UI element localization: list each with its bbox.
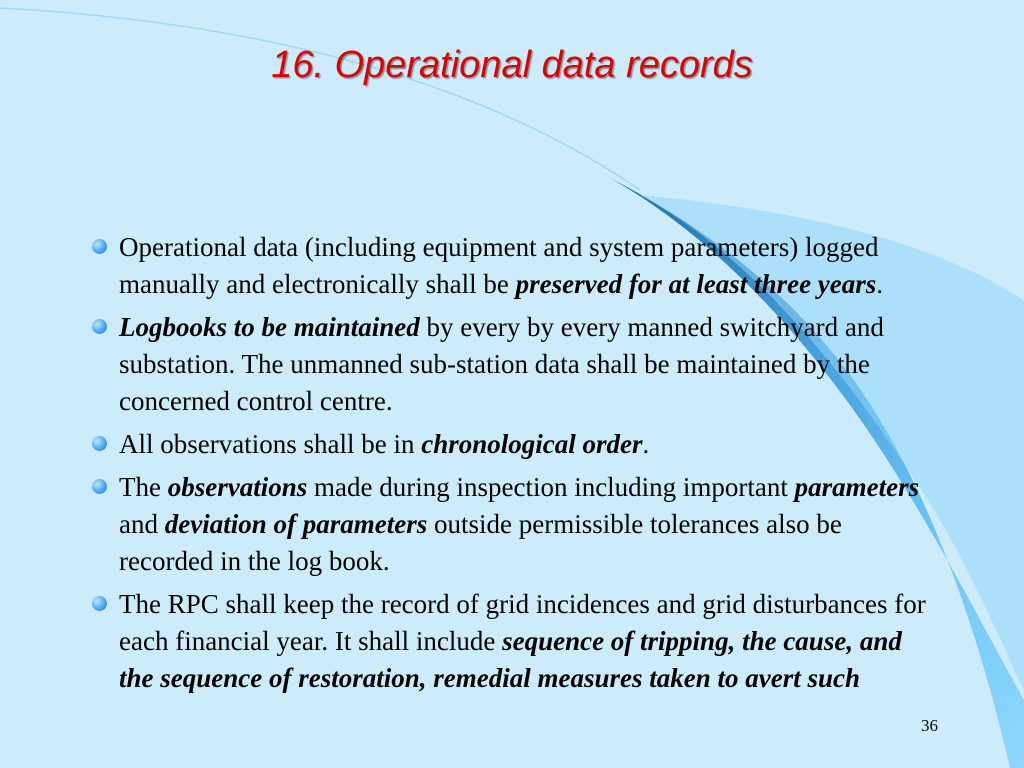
bullet-text: made during inspection including important: [307, 472, 795, 502]
bullet-list: [92, 229, 932, 697]
bullet-text: by every by every manned switchyard and substation. The unmanned sub-station data shall be maintained by the concerned control centre.: [119, 312, 884, 416]
bullet-text: .: [642, 429, 650, 459]
emphasized-text: sequence of tripping, the cause, and the sequence of restoration, remedial measures taken to avert such: [119, 626, 902, 693]
emphasized-text: Logbooks to be maintained: [119, 312, 420, 342]
bullet-item: [92, 229, 932, 303]
bullet-item: [92, 469, 932, 580]
bullet-text: The: [119, 472, 168, 502]
bullet-text: The RPC shall keep the record of grid incidences and grid disturbances for each financial year. It shall include: [119, 589, 926, 656]
bullet-dot-icon: [92, 239, 107, 254]
bullet-dot-icon: [92, 319, 107, 334]
bullet-text: All observations shall be in: [119, 429, 422, 459]
bullet-text: Operational data (including equipment and system parameters) logged manually and electronically shall be: [119, 232, 879, 299]
emphasized-text: chronological order: [421, 429, 643, 459]
bullet-item: [92, 586, 932, 697]
bullet-item: [92, 309, 932, 420]
slide-number: 36: [921, 716, 938, 735]
bullet-dot-icon: [92, 596, 107, 611]
bullet-dot-icon: [92, 436, 107, 451]
bullet-item: [92, 426, 932, 463]
emphasized-text: observations: [167, 472, 308, 502]
slide-content: [92, 229, 932, 703]
bullet-text: outside permissible tolerances also be recorded in the log book.: [119, 509, 842, 576]
bullet-text: and: [119, 509, 165, 539]
bullet-text: .: [876, 269, 884, 299]
bullet-dot-icon: [92, 479, 107, 494]
slide-title: 16. Operational data records: [271, 44, 753, 86]
emphasized-text: parameters: [794, 472, 920, 502]
emphasized-text: deviation of parameters: [164, 509, 428, 539]
emphasized-text: preserved for at least three years: [515, 269, 877, 299]
